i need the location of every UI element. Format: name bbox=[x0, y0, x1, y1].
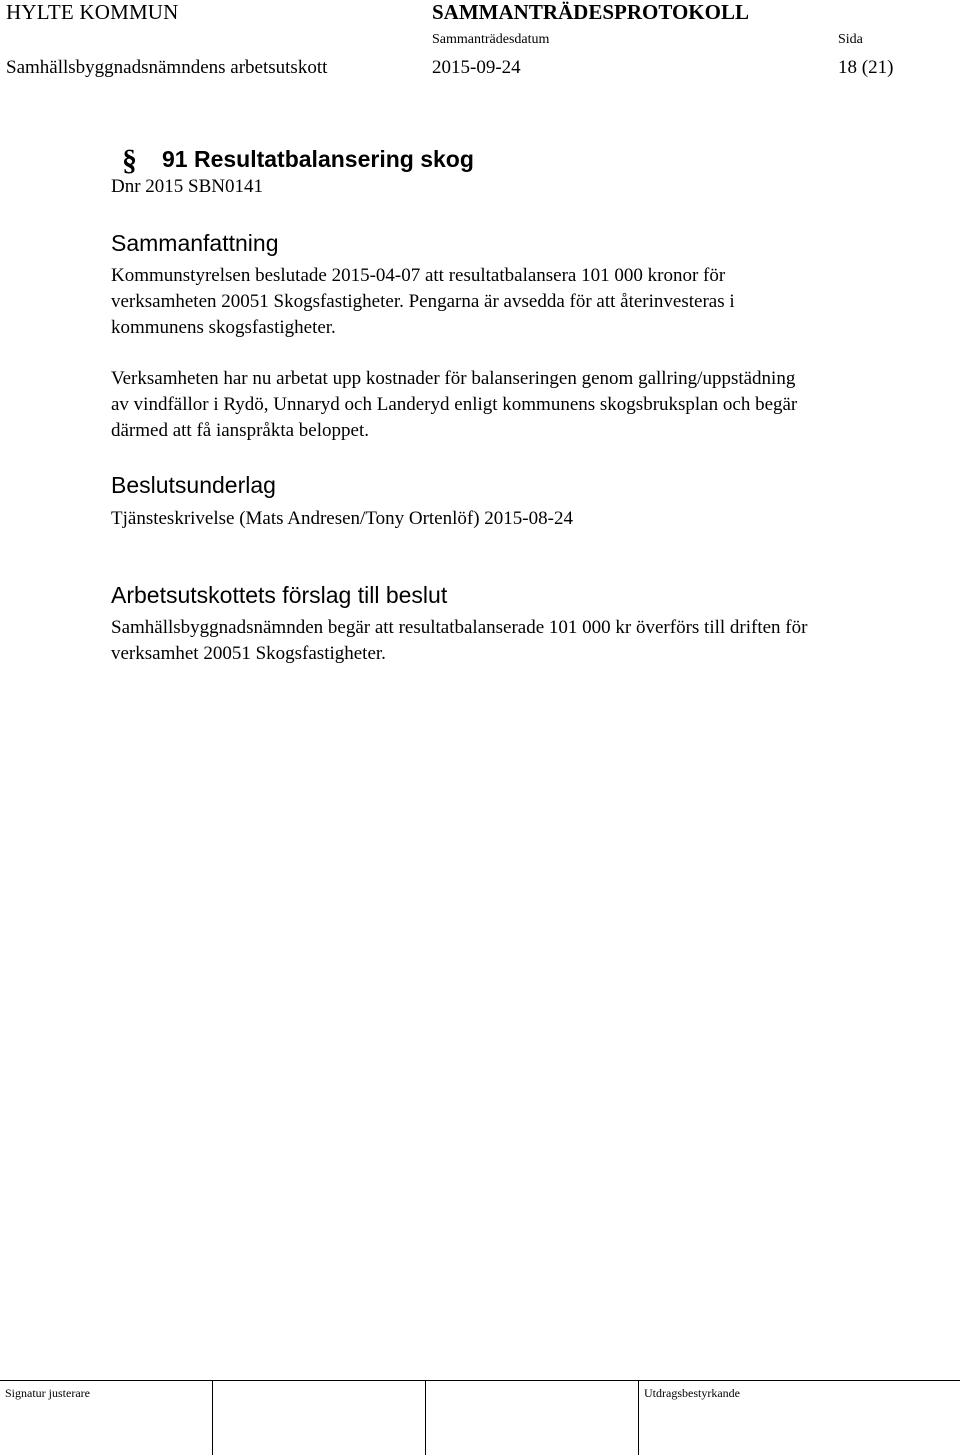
date-label: Sammanträdesdatum bbox=[432, 32, 550, 47]
signature-footer bbox=[0, 1380, 960, 1455]
proposal-text: Samhällsbyggnadsnämnden begär att resultatbalanserade 101 000 kr överförs till driften för verksamhet 20051 Skogsfastigheter. bbox=[111, 617, 808, 664]
extract-label: Utdragsbestyrkande bbox=[644, 1386, 740, 1400]
page-number: 18 (21) bbox=[838, 57, 894, 78]
organization-name: HYLTE KOMMUN bbox=[6, 0, 179, 24]
basis-heading: Beslutsunderlag bbox=[111, 472, 276, 498]
summary-paragraph-1: Kommunstyrelsen beslutade 2015-04-07 att resultatbalansera 101 000 kronor för verksamheten 20051 Skogsfastigheter. Pengarna är avsedda för att återinvesteras i kommunens skogsfastigheter. bbox=[111, 265, 735, 338]
document-type: SAMMANTRÄDESPROTOKOLL bbox=[432, 0, 749, 24]
summary-paragraph-2: Verksamheten har nu arbetat upp kostnader för balanseringen genom gallring/uppstädning av vindfällor i Rydö, Unnaryd och Landeryd enligt kommunens skogsbruksplan och begär därmed att få ianspråkta beloppet. bbox=[111, 368, 798, 441]
extract-cell bbox=[638, 1381, 960, 1455]
signature-box-2 bbox=[212, 1381, 426, 1455]
reference-number: Dnr 2015 SBN0141 bbox=[111, 176, 264, 197]
proposal-heading: Arbetsutskottets förslag till beslut bbox=[111, 582, 448, 608]
signature-box-3 bbox=[425, 1381, 639, 1455]
paragraph-sign-icon: § bbox=[122, 144, 137, 177]
signature-cell bbox=[0, 1381, 212, 1455]
signature-label: Signatur justerare bbox=[5, 1386, 90, 1400]
committee-name: Samhällsbyggnadsnämndens arbetsutskott bbox=[6, 57, 328, 78]
section-title: 91 Resultatbalansering skog bbox=[162, 146, 474, 172]
meeting-date: 2015-09-24 bbox=[432, 57, 521, 78]
basis-text: Tjänsteskrivelse (Mats Andresen/Tony Ortenlöf) 2015-08-24 bbox=[111, 508, 573, 529]
page-label: Sida bbox=[838, 32, 863, 47]
summary-heading: Sammanfattning bbox=[111, 230, 279, 256]
